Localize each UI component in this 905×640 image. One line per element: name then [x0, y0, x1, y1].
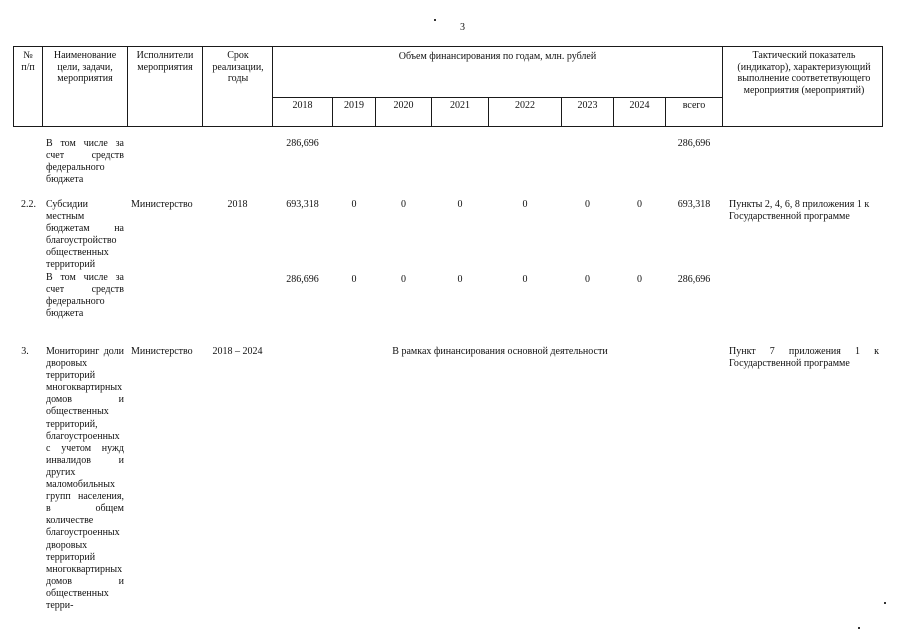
- row-value-2021: 0: [457, 199, 463, 210]
- scan-speck: [884, 602, 886, 604]
- row-value-2018: 286,696: [286, 138, 319, 149]
- row-value-total: 286,696: [677, 138, 711, 149]
- header-num: № п/п: [21, 50, 35, 73]
- header-year: 2024: [629, 100, 650, 111]
- row-value-2021: 0: [457, 274, 463, 285]
- row-value-2020: 0: [401, 274, 406, 285]
- row-indicator: Пункт 7 приложения 1 к Государственной программе: [729, 346, 879, 369]
- row-num: 3.: [21, 346, 29, 357]
- header-year: 2020: [393, 100, 414, 111]
- row-value-2023: 0: [585, 199, 590, 210]
- row-value-2024: 0: [637, 199, 642, 210]
- row-value-2023: 0: [585, 274, 590, 285]
- header-executor: Исполнители мероприятия: [136, 50, 194, 73]
- header-indicator: Тактический показатель (индикатор), характеризующий выполнение соответетвующего мероприятия (мероприятий): [737, 50, 871, 96]
- row-name: Мониторинг доли дворовых территорий многоквартирных домов и общественных территорий, благоустроенных с учетом нужд инвалидов и других маломобильных групп населения, в общем количестве благоустроенных дворовых территорий многоквартирных домов и общественных терри-: [46, 346, 124, 611]
- row-value-2024: 0: [637, 274, 642, 285]
- row-num: 2.2.: [21, 199, 36, 210]
- row-value-total: 693,318: [677, 199, 711, 210]
- row-value-2019: 0: [351, 199, 357, 210]
- header-funding: Объем финансирования по годам, млн. рублей: [398, 51, 597, 62]
- header-year: 2022: [515, 100, 535, 111]
- row-name: В том числе за счет средств федерального бюджета: [46, 138, 124, 185]
- row-term: 2018 – 2024: [212, 346, 263, 357]
- header-total: всего: [682, 100, 706, 111]
- row-term: 2018: [227, 199, 248, 210]
- row-funding-note: В рамках финансирования основной деятельности: [392, 346, 608, 357]
- scan-speck: [434, 19, 436, 21]
- row-value-2018: 693,318: [286, 199, 319, 210]
- header-year: 2021: [450, 100, 470, 111]
- row-value-total: 286,696: [677, 274, 711, 285]
- row-name: В том числе за счет средств федерального бюджета: [46, 272, 124, 319]
- row-value-2020: 0: [401, 199, 406, 210]
- header-year: 2023: [577, 100, 598, 111]
- row-value-2018: 286,696: [286, 274, 319, 285]
- row-indicator: Пункты 2, 4, 6, 8 приложения 1 к Государственной программе: [729, 199, 870, 222]
- header-year: 2019: [344, 100, 364, 111]
- row-executor: Министерство: [131, 346, 193, 357]
- header-term: Срок реализации, годы: [212, 50, 264, 84]
- header-name: Наименование цели, задачи, мероприятия: [53, 50, 117, 84]
- row-name: Субсидии местным бюджетам на благоустройство общественных территорий: [46, 199, 124, 270]
- row-value-2022: 0: [522, 199, 528, 210]
- page-number: 3: [460, 22, 465, 33]
- row-executor: Министерство: [131, 199, 193, 210]
- scan-speck: [858, 627, 860, 629]
- row-value-2019: 0: [351, 274, 357, 285]
- row-value-2022: 0: [522, 274, 528, 285]
- header-year: 2018: [292, 100, 313, 111]
